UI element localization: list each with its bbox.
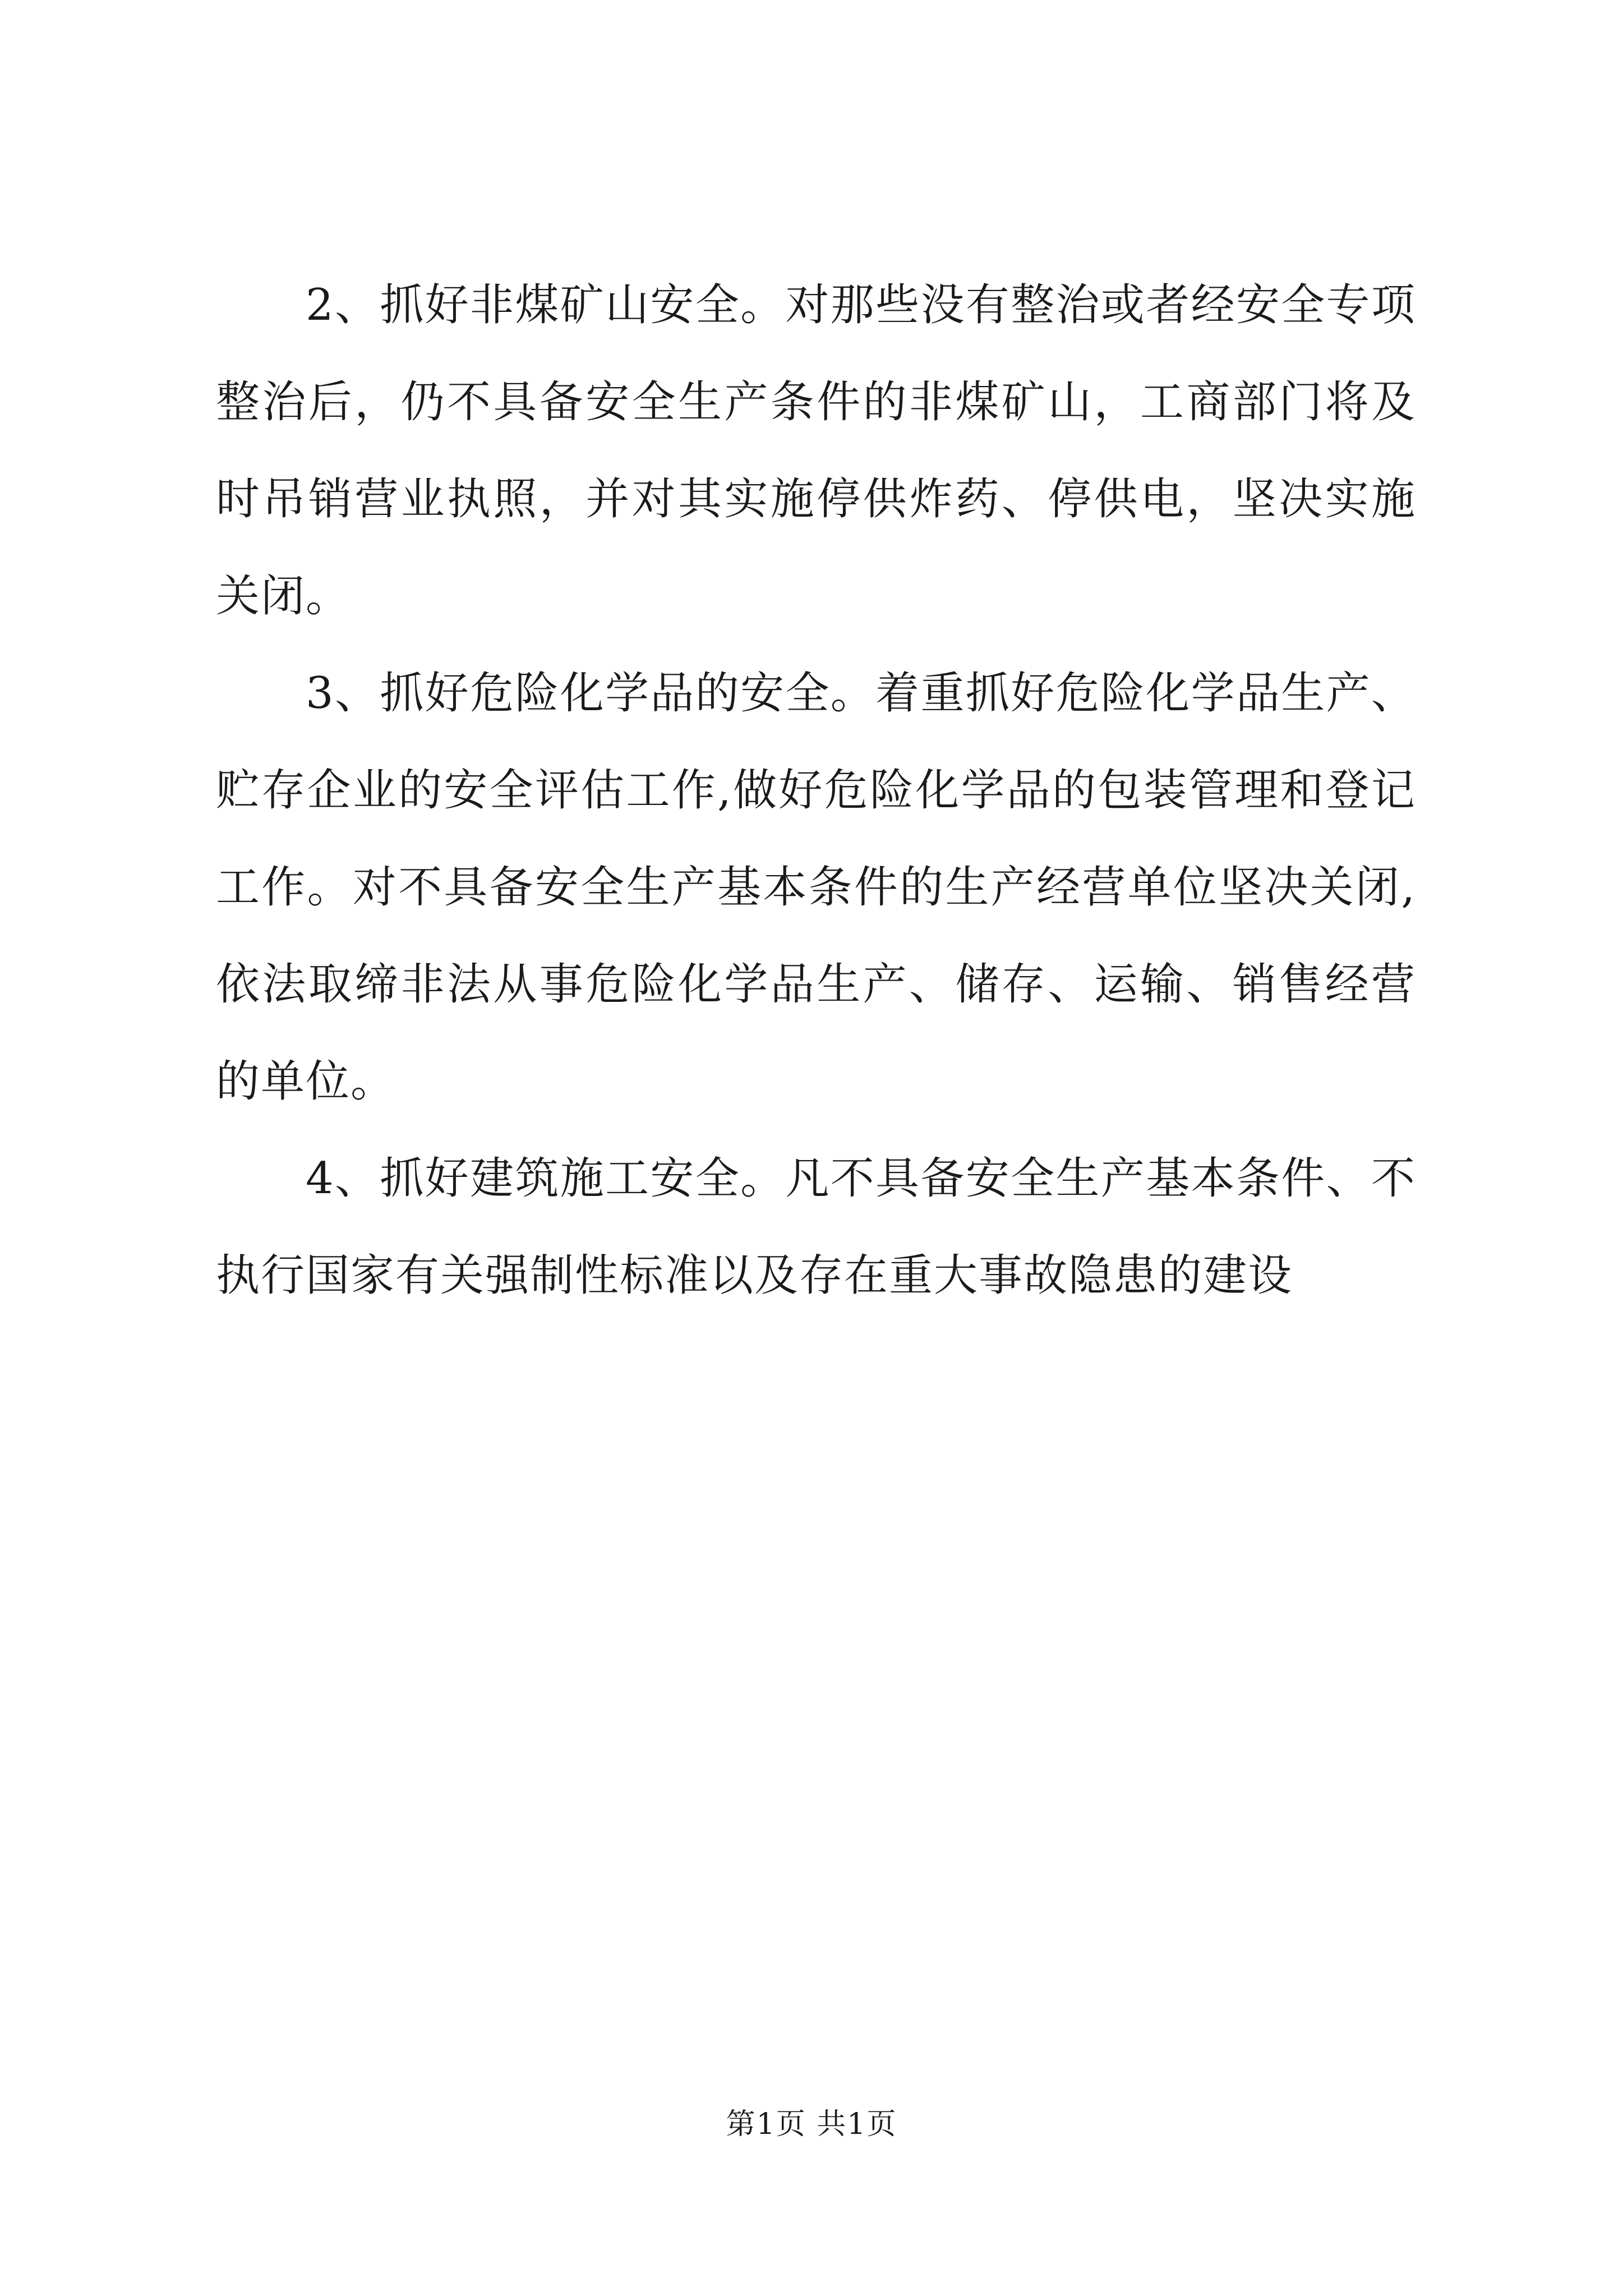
- paragraph-non-coal-mine-safety: 2、抓好非煤矿山安全。对那些没有整治或者经安全专项整治后，仍不具备安全生产条件的非煤矿山，工商部门将及时吊销营业执照，并对其实施停供炸药、停供电，坚决实施关闭。: [216, 280, 1416, 622]
- page-footer: 第1页 共1页: [726, 2108, 897, 2141]
- document-body: [216, 257, 1416, 1324]
- paragraph-construction-safety: 4、抓好建筑施工安全。凡不具备安全生产基本条件、不执行国家有关强制性标准以及存在重大事故隐患的建设: [216, 1153, 1416, 1301]
- paragraph-hazardous-chemicals-safety: 3、抓好危险化学品的安全。着重抓好危险化学品生产、贮存企业的安全评估工作,做好危险化学品的包装管理和登记工作。对不具备安全生产基本条件的生产经营单位坚决关闭,依法取缔非法从事危险化学品生产、储存、运输、销售经营的单位。: [216, 668, 1416, 1107]
